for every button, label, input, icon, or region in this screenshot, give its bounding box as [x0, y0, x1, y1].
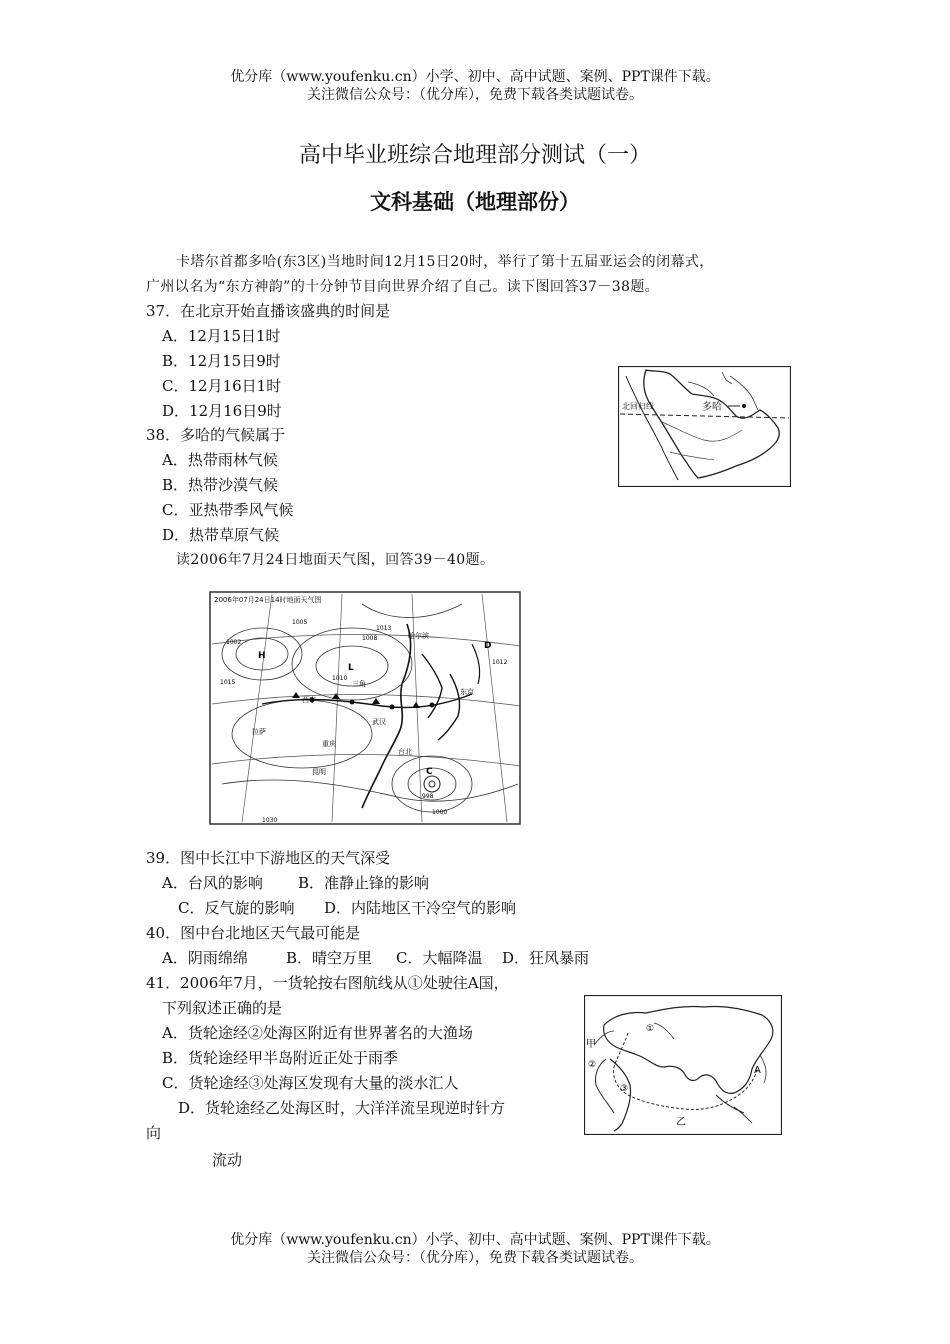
q37-option-d: D．12月16日9时: [162, 402, 282, 420]
q37-option-b: B．12月15日9时: [162, 352, 281, 370]
doha-marker: [742, 404, 746, 408]
q41-option-d-line-3: 流动: [212, 1151, 243, 1169]
q40-option-a: A．阴雨绵绵: [162, 949, 248, 967]
intro-text-line-2: 广州以名为“东方神韵”的十分钟节目向世界介绍了自己。读下图回答37－38题。: [146, 279, 660, 295]
weather-map-header: 2006年07月24日14时地面天气图: [214, 596, 322, 604]
q38-option-a: A．热带雨林气候: [162, 451, 278, 469]
pressure-center-h: H: [258, 651, 266, 661]
pressure-label-1: 1002: [226, 639, 242, 646]
q41-stem-line-1: 41．2006年7月，一货轮按右图航线从①处驶往A国，: [146, 974, 509, 992]
pressure-label-9: 998: [422, 793, 434, 800]
q39-option-a: A．台风的影响: [162, 874, 263, 892]
weather-intro: 读2006年7月24日地面天气图，回答39－40题。: [176, 552, 495, 568]
label-a: A: [754, 1065, 761, 1076]
pressure-center-c: C: [426, 767, 433, 777]
q38-stem: 38．多哈的气候属于: [146, 426, 286, 444]
route-map: [584, 995, 782, 1135]
q41-stem-line-2: 下列叙述正确的是: [162, 999, 283, 1017]
q39-option-b: B．准静止锋的影响: [298, 874, 430, 892]
q41-option-b: B．货轮途经甲半岛附近正处于雨季: [162, 1049, 399, 1067]
q38-option-d: D．热带草原气候: [162, 526, 280, 544]
place-label-taibei: 台北: [398, 748, 412, 756]
label-jia: 甲: [586, 1039, 596, 1050]
q41-option-d-line-2: 向: [146, 1124, 162, 1142]
tropic-label: 北回归线: [622, 402, 654, 411]
page-title: 高中毕业班综合地理部分测试（一）: [298, 143, 651, 168]
pressure-label-2: 1005: [292, 619, 308, 626]
place-label-sanjiao: 三角: [352, 680, 366, 688]
q41-option-c: C．货轮途经③处海区发现有大量的淡水汇人: [162, 1074, 459, 1092]
pressure-label-6: 1013: [376, 625, 392, 632]
intro-text-line-1: 卡塔尔首都多哈(东3区)当地时间12月15日20时，举行了第十五届亚运会的闭幕式，: [176, 254, 714, 270]
q40-option-d: D．狂风暴雨: [502, 949, 590, 967]
header-line-2: 关注微信公众号：（优分库），免费下载各类试题试卷。: [307, 87, 643, 103]
place-label-lhasa: 拉萨: [252, 728, 266, 736]
q40-option-b: B．晴空万里: [286, 949, 373, 967]
q38-option-c: C．亚热带季风气候: [162, 501, 294, 519]
q39-option-d: D．内陆地区干冷空气的影响: [324, 899, 517, 917]
pressure-label-10: 1030: [262, 817, 278, 824]
label-yi: 乙: [676, 1117, 686, 1128]
q40-option-c: C．大幅降温: [396, 949, 483, 967]
place-label-wuhan: 武汉: [372, 718, 386, 726]
pressure-center-d: D: [484, 641, 492, 651]
q39-option-c: C．反气旋的影响: [178, 899, 295, 917]
page-subtitle: 文科基础（地理部份）: [370, 190, 580, 214]
q37-option-a: A．12月15日1时: [162, 327, 281, 345]
q38-option-b: B．热带沙漠气候: [162, 476, 279, 494]
pressure-label-3: 1008: [362, 635, 378, 642]
arabia-map: [618, 366, 791, 487]
pressure-label-8: 1000: [432, 809, 448, 816]
place-label-xining: 西宁: [302, 696, 316, 704]
footer-line-1: 优分库（www.youfenku.cn）小学、初中、高中试题、案例、PPT课件下载。: [230, 1232, 720, 1248]
q37-stem: 37．在北京开始直播该盛典的时间是: [146, 302, 391, 320]
place-label-kunming: 昆明: [312, 768, 326, 776]
label-3: ③: [620, 1084, 629, 1094]
q41-option-a: A．货轮途经②处海区附近有世界著名的大渔场: [162, 1024, 473, 1042]
q41-option-d-line-1: D．货轮途经乙处海区时，大洋洋流呈现逆时针方: [178, 1099, 506, 1117]
footer-line-2: 关注微信公众号：（优分库），免费下载各类试题试卷。: [307, 1250, 643, 1266]
weather-map: [202, 584, 524, 830]
place-label-chongqing: 重庆: [322, 740, 336, 748]
place-label-tokyo: 东京: [460, 688, 474, 696]
label-2: ②: [588, 1060, 597, 1070]
pressure-label-5: 1012: [492, 659, 508, 666]
q40-stem: 40．图中台北地区天气最可能是: [146, 924, 361, 942]
place-label-harbin: 哈尔滨: [408, 632, 429, 640]
pressure-center-l: L: [348, 663, 354, 673]
header-line-1: 优分库（www.youfenku.cn）小学、初中、高中试题、案例、PPT课件下载。: [230, 69, 720, 85]
label-1: ①: [646, 1024, 655, 1034]
doha-label: 多哈: [702, 402, 722, 413]
pressure-label-7: 1015: [220, 679, 236, 686]
pressure-label-4: 1010: [332, 675, 348, 682]
q37-option-c: C．12月16日1时: [162, 377, 282, 395]
q39-stem: 39．图中长江中下游地区的天气深受: [146, 849, 391, 867]
